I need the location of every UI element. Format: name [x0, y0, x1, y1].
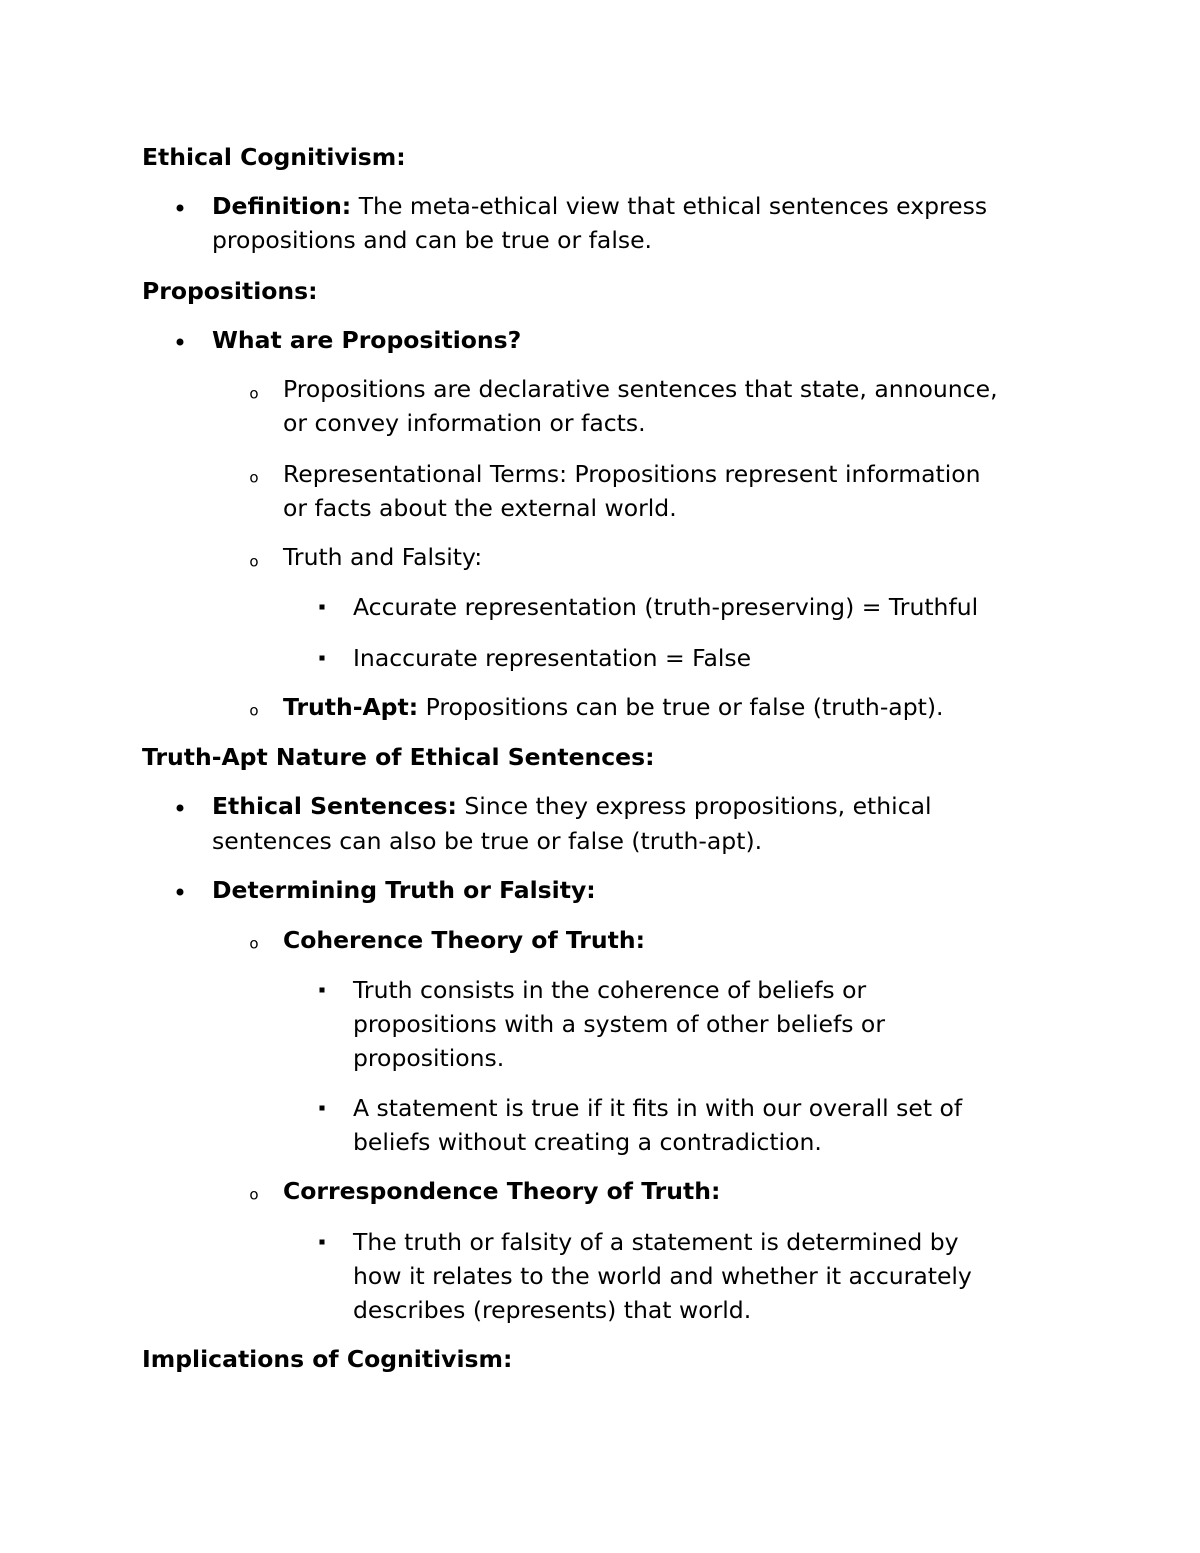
truth-apt-label: Truth-Apt:: [283, 693, 419, 721]
bullet-square-icon: [320, 656, 325, 661]
determining-truth-label: Determining Truth or Falsity:: [212, 876, 596, 904]
accurate-representation: Accurate representation (truth-preserving) = Truthful: [353, 593, 979, 621]
propositions-item-2-line-2: or facts about the external world.: [283, 494, 677, 522]
truth-and-falsity-label: Truth and Falsity:: [283, 543, 483, 571]
ethical-sentences-line-2: sentences can also be true or false (truth-apt).: [212, 827, 763, 855]
coherence-sub1-line-2: propositions with a system of other beliefs or: [353, 1010, 885, 1038]
bullet-disc-icon: [177, 889, 184, 896]
bullet-circle-icon: o: [249, 468, 259, 487]
propositions-item-1-line-2: or convey information or facts.: [283, 409, 646, 437]
bullet-square-icon: [320, 605, 325, 610]
coherence-sub1-line-1: Truth consists in the coherence of beliefs or: [353, 976, 867, 1004]
correspondence-theory-label: Correspondence Theory of Truth:: [283, 1177, 721, 1205]
bullet-circle-icon: o: [249, 552, 259, 571]
definition-line-2: propositions and can be true or false.: [212, 226, 653, 254]
definition-label: Definition:: [212, 192, 352, 220]
bullet-square-icon: [320, 1106, 325, 1111]
bullet-circle-icon: o: [249, 1185, 259, 1204]
definition-line-1: [212, 192, 987, 220]
coherence-sub2-line-2: beliefs without creating a contradiction.: [353, 1128, 822, 1156]
propositions-item-2-line-1: Representational Terms: Propositions represent information: [283, 460, 981, 488]
ethical-sentences-line-1: [212, 792, 932, 820]
propositions-item-1-line-1: Propositions are declarative sentences that state, announce,: [283, 375, 998, 403]
truth-apt-line: [283, 693, 943, 721]
correspondence-sub1-line-3: describes (represents) that world.: [353, 1296, 752, 1324]
heading-implications: Implications of Cognitivism:: [142, 1345, 513, 1373]
inaccurate-representation: Inaccurate representation = False: [353, 644, 752, 672]
bullet-disc-icon: [177, 205, 184, 212]
correspondence-sub1-line-1: The truth or falsity of a statement is determined by: [353, 1228, 959, 1256]
heading-truth-apt-nature: Truth-Apt Nature of Ethical Sentences:: [142, 743, 655, 771]
heading-ethical-cognitivism: Ethical Cognitivism:: [142, 143, 406, 171]
correspondence-sub1-line-2: how it relates to the world and whether it accurately: [353, 1262, 972, 1290]
heading-propositions: Propositions:: [142, 277, 318, 305]
bullet-square-icon: [320, 988, 325, 993]
truth-apt-text: Propositions can be true or false (truth-apt).: [418, 693, 944, 721]
bullet-circle-icon: o: [249, 384, 259, 403]
coherence-sub1-line-3: propositions.: [353, 1044, 505, 1072]
bullet-disc-icon: [177, 339, 184, 346]
ethical-sentences-label: Ethical Sentences:: [212, 792, 457, 820]
bullet-circle-icon: o: [249, 701, 259, 720]
coherence-sub2-line-1: A statement is true if it fits in with our overall set of: [353, 1094, 963, 1122]
ethical-sentences-text-1: Since they express propositions, ethical: [456, 792, 932, 820]
bullet-circle-icon: o: [249, 934, 259, 953]
what-are-propositions-label: What are Propositions?: [212, 326, 522, 354]
definition-text-1: The meta-ethical view that ethical sentences express: [351, 192, 988, 220]
bullet-square-icon: [320, 1240, 325, 1245]
bullet-disc-icon: [177, 805, 184, 812]
coherence-theory-label: Coherence Theory of Truth:: [283, 926, 645, 954]
